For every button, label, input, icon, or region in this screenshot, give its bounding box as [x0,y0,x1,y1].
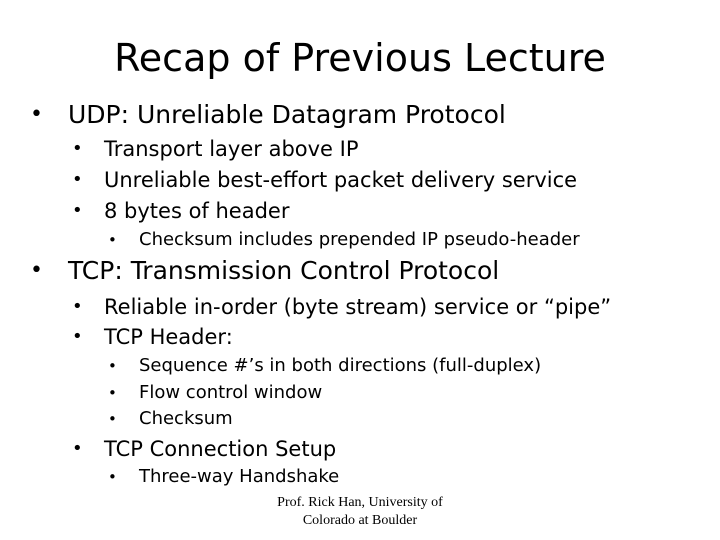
bullet-marker: • [72,438,83,459]
footer-line-2: Colorado at Boulder [302,513,418,528]
slide-title: Recap of Previous Lecture [114,36,606,80]
tcp-header-sequence: Sequence #’s in both directions (full-duplex) [139,355,542,376]
bullet-marker: • [108,357,117,375]
bullet-marker: • [72,138,83,159]
udp-item-transport: Transport layer above IP [104,137,359,161]
bullet-marker: • [108,410,117,428]
bullet-udp: • [30,102,43,127]
footer-line-1: Prof. Rick Han, University of [277,495,443,510]
tcp-item-reliable: Reliable in-order (byte stream) service or “pipe” [104,295,612,319]
tcp-item-setup: TCP Connection Setup [104,437,337,461]
tcp-header-checksum: Checksum [139,408,233,429]
tcp-item-header: TCP Header: [104,325,233,349]
bullet-marker: • [72,169,83,190]
bullet-marker: • [72,326,83,347]
bullet-marker: • [108,384,117,402]
tcp-header-flow: Flow control window [139,382,323,403]
bullet-udp-text: UDP: Unreliable Datagram Protocol [68,100,506,129]
bullet-marker: • [108,231,117,249]
udp-checksum-item: Checksum includes prepended IP pseudo-header [139,229,580,250]
udp-item-unreliable: Unreliable best-effort packet delivery service [104,168,578,192]
bullet-marker: • [72,296,83,317]
udp-item-header: 8 bytes of header [104,199,290,223]
bullet-tcp-text: TCP: Transmission Control Protocol [68,256,500,285]
bullet-marker: • [108,468,117,486]
bullet-marker: • [72,200,83,221]
slide-footer [240,494,480,530]
tcp-setup-handshake: Three-way Handshake [139,466,340,487]
bullet-tcp: • [30,258,43,283]
